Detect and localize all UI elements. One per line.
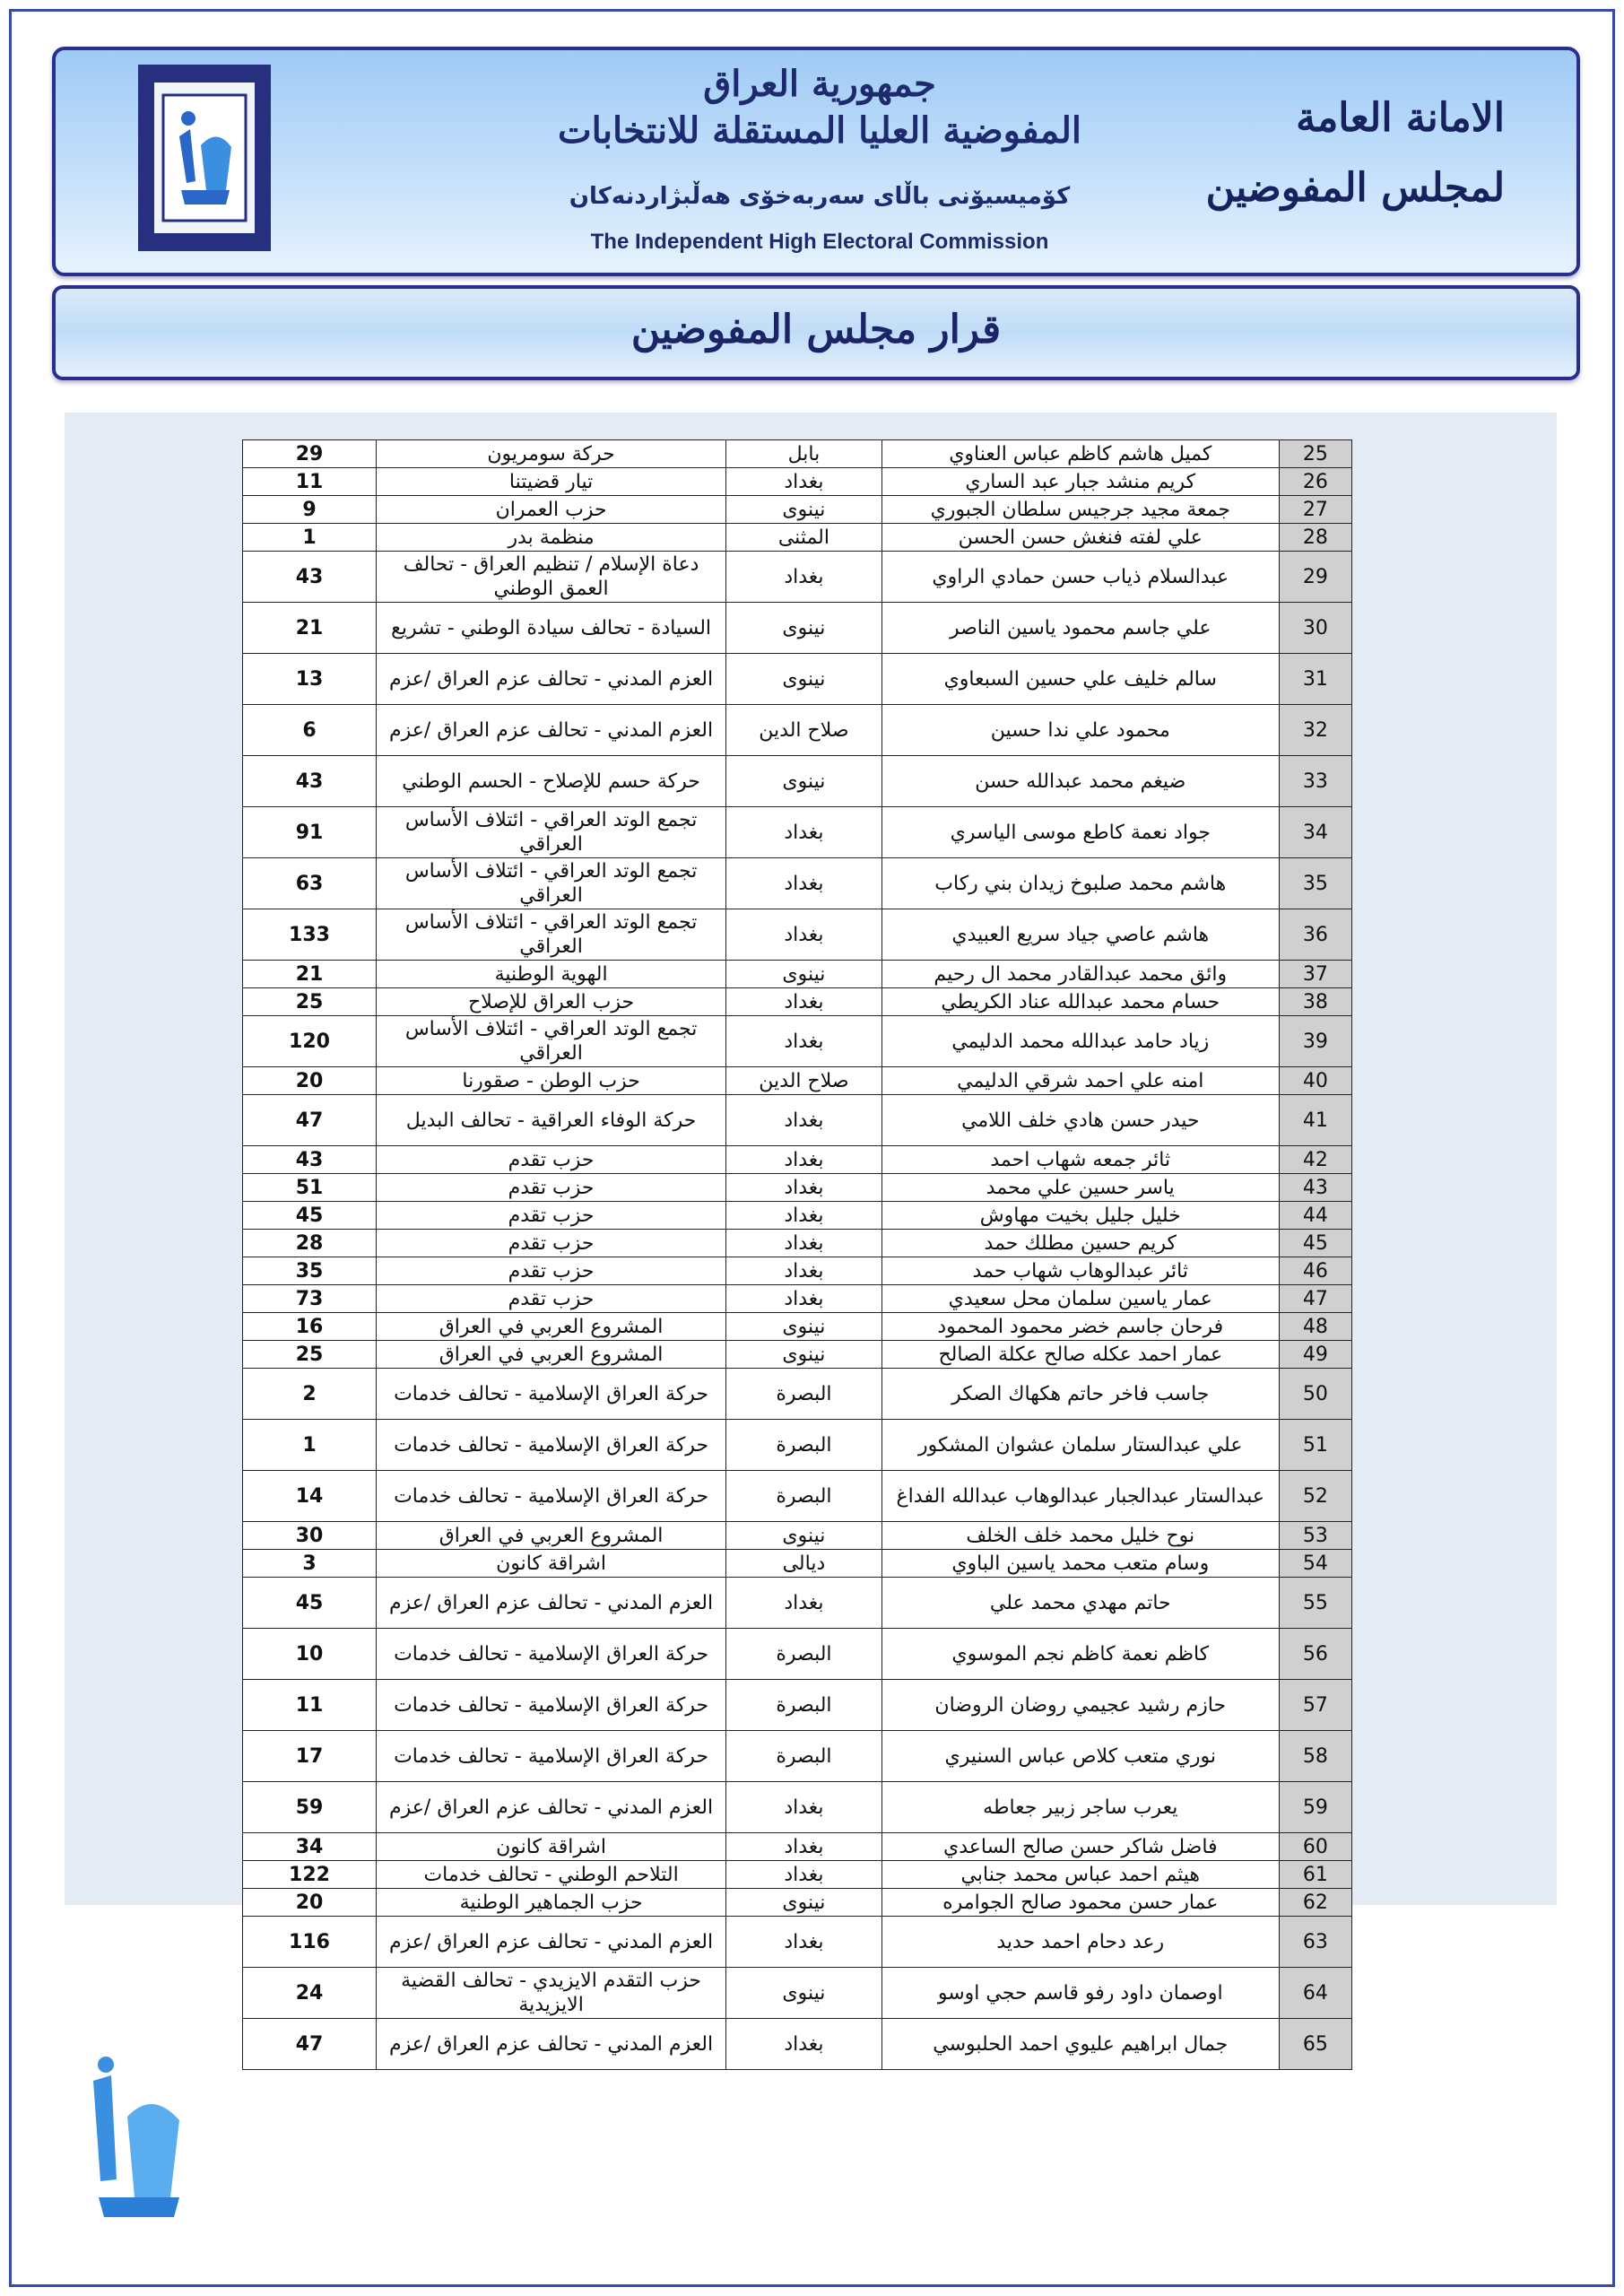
row-number: 65 xyxy=(1279,2019,1351,2070)
party-name: حزب العمران xyxy=(377,496,726,524)
table-row xyxy=(243,1313,1352,1341)
row-number: 61 xyxy=(1279,1861,1351,1889)
votes-count: 122 xyxy=(243,1861,377,1889)
row-number: 26 xyxy=(1279,468,1351,496)
table-row xyxy=(243,705,1352,756)
governorate: بغداد xyxy=(726,858,882,909)
ihec-arabic-title: المفوضية العليا المستقلة للانتخابات xyxy=(557,109,1082,152)
party-name: تجمع الوتد العراقي - ائتلاف الأساس العراقي xyxy=(377,858,726,909)
party-name: اشراقة كانون xyxy=(377,1550,726,1578)
candidate-name: فاضل شاكر حسن صالح الساعدي xyxy=(881,1833,1279,1861)
votes-count: 16 xyxy=(243,1313,377,1341)
candidate-name: كريم منشد جبار عبد الساري xyxy=(881,468,1279,496)
governorate: البصرة xyxy=(726,1420,882,1471)
party-name: حركة حسم للإصلاح - الحسم الوطني xyxy=(377,756,726,807)
governorate: نينوى xyxy=(726,1968,882,2019)
votes-count: 28 xyxy=(243,1230,377,1257)
party-name: حزب تقدم xyxy=(377,1257,726,1285)
row-number: 27 xyxy=(1279,496,1351,524)
table-row xyxy=(243,858,1352,909)
governorate: بغداد xyxy=(726,909,882,961)
candidate-name: كميل هاشم كاظم عباس العناوي xyxy=(881,440,1279,468)
row-number: 46 xyxy=(1279,1257,1351,1285)
party-name: حركة العراق الإسلامية - تحالف خدمات xyxy=(377,1629,726,1680)
party-name: العزم المدني - تحالف عزم العراق /عزم xyxy=(377,1782,726,1833)
governorate: بغداد xyxy=(726,1174,882,1202)
document-header xyxy=(52,47,1580,276)
row-number: 32 xyxy=(1279,705,1351,756)
table-row xyxy=(243,1016,1352,1067)
governorate: بغداد xyxy=(726,1095,882,1146)
party-name: حركة العراق الإسلامية - تحالف خدمات xyxy=(377,1680,726,1731)
row-number: 30 xyxy=(1279,603,1351,654)
candidate-name: ياسر حسين علي محمد xyxy=(881,1174,1279,1202)
candidate-name: خليل جليل بخيت مهاوش xyxy=(881,1202,1279,1230)
votes-count: 13 xyxy=(243,654,377,705)
table-row xyxy=(243,1341,1352,1369)
candidate-name: امنه علي احمد شرقي الدليمي xyxy=(881,1067,1279,1095)
candidate-name: وسام متعب محمد ياسين الباوي xyxy=(881,1550,1279,1578)
governorate: بغداد xyxy=(726,1917,882,1968)
candidate-name: حسام محمد عبدالله عناد الكريطي xyxy=(881,988,1279,1016)
votes-count: 6 xyxy=(243,705,377,756)
candidate-name: جاسب فاخر حاتم هكهاك الصكر xyxy=(881,1369,1279,1420)
table-row xyxy=(243,1202,1352,1230)
party-name: حزب التقدم الايزيدي - تحالف القضية الايزيدية xyxy=(377,1968,726,2019)
row-number: 38 xyxy=(1279,988,1351,1016)
governorate: بغداد xyxy=(726,1578,882,1629)
votes-count: 11 xyxy=(243,468,377,496)
party-name: العزم المدني - تحالف عزم العراق /عزم xyxy=(377,1578,726,1629)
party-name: تجمع الوتد العراقي - ائتلاف الأساس العراقي xyxy=(377,1016,726,1067)
votes-count: 24 xyxy=(243,1968,377,2019)
governorate: بغداد xyxy=(726,807,882,858)
governorate: بغداد xyxy=(726,1146,882,1174)
row-number: 63 xyxy=(1279,1917,1351,1968)
party-name: حركة العراق الإسلامية - تحالف خدمات xyxy=(377,1471,726,1522)
governorate: نينوى xyxy=(726,1889,882,1917)
board-of-commissioners-label: لمجلس المفوضين xyxy=(1205,165,1505,211)
governorate: البصرة xyxy=(726,1629,882,1680)
governorate: بغداد xyxy=(726,552,882,603)
table-row xyxy=(243,1968,1352,2019)
party-name: حركة سومريون xyxy=(377,440,726,468)
table-row xyxy=(243,1522,1352,1550)
party-name: منظمة بدر xyxy=(377,524,726,552)
votes-count: 2 xyxy=(243,1369,377,1420)
governorate: نينوى xyxy=(726,1341,882,1369)
votes-count: 43 xyxy=(243,1146,377,1174)
party-name: المشروع العربي في العراق xyxy=(377,1522,726,1550)
table-row xyxy=(243,654,1352,705)
votes-count: 133 xyxy=(243,909,377,961)
candidate-name: وائق محمد عبدالقادر محمد ال رحيم xyxy=(881,961,1279,988)
row-number: 41 xyxy=(1279,1095,1351,1146)
governorate: بغداد xyxy=(726,468,882,496)
votes-count: 63 xyxy=(243,858,377,909)
table-row xyxy=(243,468,1352,496)
party-name: تجمع الوتد العراقي - ائتلاف الأساس العراقي xyxy=(377,909,726,961)
party-name: العزم المدني - تحالف عزم العراق /عزم xyxy=(377,654,726,705)
party-name: المشروع العربي في العراق xyxy=(377,1313,726,1341)
governorate: بغداد xyxy=(726,1230,882,1257)
votes-count: 17 xyxy=(243,1731,377,1782)
table-row xyxy=(243,1731,1352,1782)
table-row xyxy=(243,524,1352,552)
votes-count: 29 xyxy=(243,440,377,468)
table-row xyxy=(243,1550,1352,1578)
candidate-name: سالم خليف علي حسين السبعاوي xyxy=(881,654,1279,705)
votes-count: 73 xyxy=(243,1285,377,1313)
votes-count: 43 xyxy=(243,756,377,807)
candidate-name: جواد نعمة كاطع موسى الياسري xyxy=(881,807,1279,858)
votes-count: 21 xyxy=(243,961,377,988)
party-name: السيادة - تحالف سيادة الوطني - تشريع xyxy=(377,603,726,654)
candidates-table xyxy=(242,439,1352,2070)
candidate-name: عمار احمد عكله صالح عكلة الصالح xyxy=(881,1341,1279,1369)
table-row xyxy=(243,1917,1352,1968)
party-name: تجمع الوتد العراقي - ائتلاف الأساس العراقي xyxy=(377,807,726,858)
party-name: حزب الوطن - صقورنا xyxy=(377,1067,726,1095)
table-row xyxy=(243,807,1352,858)
candidate-name: عمار حسن محمود صالح الجوامره xyxy=(881,1889,1279,1917)
candidate-name: نوري متعب كلاص عباس السنيري xyxy=(881,1731,1279,1782)
table-row xyxy=(243,1230,1352,1257)
candidate-name: حازم رشيد عجيمي روضان الروضان xyxy=(881,1680,1279,1731)
votes-count: 91 xyxy=(243,807,377,858)
party-name: التلاحم الوطني - تحالف خدمات xyxy=(377,1861,726,1889)
candidate-name: هاشم عاصي جياد سريع العبيدي xyxy=(881,909,1279,961)
candidate-name: هاشم محمد صلبوخ زيدان بني ركاب xyxy=(881,858,1279,909)
row-number: 56 xyxy=(1279,1629,1351,1680)
votes-count: 25 xyxy=(243,1341,377,1369)
governorate: البصرة xyxy=(726,1680,882,1731)
row-number: 60 xyxy=(1279,1833,1351,1861)
party-name: حزب العراق للإصلاح xyxy=(377,988,726,1016)
row-number: 58 xyxy=(1279,1731,1351,1782)
table-row xyxy=(243,603,1352,654)
votes-count: 45 xyxy=(243,1202,377,1230)
table-row xyxy=(243,1833,1352,1861)
votes-count: 14 xyxy=(243,1471,377,1522)
governorate: نينوى xyxy=(726,603,882,654)
votes-count: 30 xyxy=(243,1522,377,1550)
ihec-kurdish-title: كۆمیسیۆنی باڵای سەربەخۆی هەڵبژاردنەکان xyxy=(569,183,1071,210)
candidate-name: نوح خليل محمد خلف الخلف xyxy=(881,1522,1279,1550)
row-number: 50 xyxy=(1279,1369,1351,1420)
votes-count: 25 xyxy=(243,988,377,1016)
table-row xyxy=(243,1889,1352,1917)
candidate-name: ثائر عبدالوهاب شهاب حمد xyxy=(881,1257,1279,1285)
row-number: 28 xyxy=(1279,524,1351,552)
table-row xyxy=(243,1680,1352,1731)
party-name: العزم المدني - تحالف عزم العراق /عزم xyxy=(377,1917,726,1968)
table-row xyxy=(243,1861,1352,1889)
party-name: المشروع العربي في العراق xyxy=(377,1341,726,1369)
table-row xyxy=(243,1174,1352,1202)
candidate-name: فرحان جاسم خضر محمود المحمود xyxy=(881,1313,1279,1341)
row-number: 25 xyxy=(1279,440,1351,468)
governorate: بغداد xyxy=(726,1833,882,1861)
table-row xyxy=(243,1471,1352,1522)
candidate-name: يعرب ساجر زبير جعاطه xyxy=(881,1782,1279,1833)
votes-count: 20 xyxy=(243,1889,377,1917)
row-number: 39 xyxy=(1279,1016,1351,1067)
governorate: البصرة xyxy=(726,1369,882,1420)
governorate: بغداد xyxy=(726,2019,882,2070)
table-row xyxy=(243,496,1352,524)
row-number: 64 xyxy=(1279,1968,1351,2019)
party-name: العزم المدني - تحالف عزم العراق /عزم xyxy=(377,705,726,756)
row-number: 35 xyxy=(1279,858,1351,909)
candidate-name: ضيغم محمد عبدالله حسن xyxy=(881,756,1279,807)
row-number: 37 xyxy=(1279,961,1351,988)
table-row xyxy=(243,961,1352,988)
party-name: الهوية الوطنية xyxy=(377,961,726,988)
ihec-english-title: The Independent High Electoral Commission xyxy=(590,230,1049,254)
votes-count: 9 xyxy=(243,496,377,524)
governorate: نينوى xyxy=(726,1313,882,1341)
candidate-name: كريم حسين مطلك حمد xyxy=(881,1230,1279,1257)
table-row xyxy=(243,1095,1352,1146)
governorate: البصرة xyxy=(726,1471,882,1522)
decision-title: قرار مجلس المفوضين xyxy=(630,307,1002,352)
governorate: بغداد xyxy=(726,988,882,1016)
table-row xyxy=(243,1257,1352,1285)
party-name: حزب تقدم xyxy=(377,1146,726,1174)
votes-count: 43 xyxy=(243,552,377,603)
votes-count: 47 xyxy=(243,2019,377,2070)
votes-count: 51 xyxy=(243,1174,377,1202)
candidate-name: هيثم احمد عباس محمد جنابي xyxy=(881,1861,1279,1889)
table-row xyxy=(243,1629,1352,1680)
row-number: 53 xyxy=(1279,1522,1351,1550)
governorate: نينوى xyxy=(726,1522,882,1550)
table-row xyxy=(243,1067,1352,1095)
table-row xyxy=(243,1369,1352,1420)
row-number: 40 xyxy=(1279,1067,1351,1095)
candidate-name: محمود علي ندا حسين xyxy=(881,705,1279,756)
party-name: دعاة الإسلام / تنظيم العراق - تحالف العمق الوطني xyxy=(377,552,726,603)
governorate: صلاح الدين xyxy=(726,1067,882,1095)
governorate: نينوى xyxy=(726,756,882,807)
party-name: حزب تقدم xyxy=(377,1174,726,1202)
row-number: 45 xyxy=(1279,1230,1351,1257)
row-number: 44 xyxy=(1279,1202,1351,1230)
row-number: 29 xyxy=(1279,552,1351,603)
row-number: 43 xyxy=(1279,1174,1351,1202)
votes-count: 1 xyxy=(243,1420,377,1471)
votes-count: 120 xyxy=(243,1016,377,1067)
votes-count: 3 xyxy=(243,1550,377,1578)
candidate-name: علي عبدالستار سلمان عشوان المشكور xyxy=(881,1420,1279,1471)
governorate: بغداد xyxy=(726,1285,882,1313)
candidate-name: علي لفته فنغش حسن الحسن xyxy=(881,524,1279,552)
candidate-name: ثائر جمعه شهاب احمد xyxy=(881,1146,1279,1174)
party-name: حزب تقدم xyxy=(377,1230,726,1257)
governorate: بغداد xyxy=(726,1782,882,1833)
governorate: بغداد xyxy=(726,1016,882,1067)
votes-count: 116 xyxy=(243,1917,377,1968)
votes-count: 34 xyxy=(243,1833,377,1861)
governorate: ديالى xyxy=(726,1550,882,1578)
table-row xyxy=(243,552,1352,603)
row-number: 54 xyxy=(1279,1550,1351,1578)
votes-count: 11 xyxy=(243,1680,377,1731)
votes-count: 59 xyxy=(243,1782,377,1833)
governorate: بغداد xyxy=(726,1861,882,1889)
candidate-name: عمار ياسين سلمان محل سعيدي xyxy=(881,1285,1279,1313)
table-row xyxy=(243,756,1352,807)
table-row xyxy=(243,1578,1352,1629)
party-name: حزب تقدم xyxy=(377,1285,726,1313)
candidate-name: حاتم مهدي محمد علي xyxy=(881,1578,1279,1629)
party-name: حزب الجماهير الوطنية xyxy=(377,1889,726,1917)
row-number: 49 xyxy=(1279,1341,1351,1369)
row-number: 33 xyxy=(1279,756,1351,807)
party-name: تيار قضيتنا xyxy=(377,468,726,496)
governorate: صلاح الدين xyxy=(726,705,882,756)
decision-banner xyxy=(52,285,1580,380)
row-number: 59 xyxy=(1279,1782,1351,1833)
party-name: حركة العراق الإسلامية - تحالف خدمات xyxy=(377,1369,726,1420)
row-number: 31 xyxy=(1279,654,1351,705)
governorate: البصرة xyxy=(726,1731,882,1782)
votes-count: 21 xyxy=(243,603,377,654)
party-name: حركة الوفاء العراقية - تحالف البديل xyxy=(377,1095,726,1146)
row-number: 42 xyxy=(1279,1146,1351,1174)
table-row xyxy=(243,2019,1352,2070)
candidate-name: زياد حامد عبدالله محمد الدليمي xyxy=(881,1016,1279,1067)
row-number: 47 xyxy=(1279,1285,1351,1313)
candidate-name: رعد دحام احمد حديد xyxy=(881,1917,1279,1968)
ihec-logo-emblem xyxy=(154,83,255,233)
row-number: 34 xyxy=(1279,807,1351,858)
row-number: 62 xyxy=(1279,1889,1351,1917)
governorate: بغداد xyxy=(726,1257,882,1285)
party-name: حزب تقدم xyxy=(377,1202,726,1230)
governorate: بغداد xyxy=(726,1202,882,1230)
governorate: نينوى xyxy=(726,496,882,524)
republic-of-iraq-title: جمهورية العراق xyxy=(703,63,936,105)
governorate: بابل xyxy=(726,440,882,468)
row-number: 52 xyxy=(1279,1471,1351,1522)
governorate: نينوى xyxy=(726,961,882,988)
row-number: 51 xyxy=(1279,1420,1351,1471)
row-number: 57 xyxy=(1279,1680,1351,1731)
votes-count: 35 xyxy=(243,1257,377,1285)
table-row xyxy=(243,1782,1352,1833)
party-name: اشراقة كانون xyxy=(377,1833,726,1861)
table-row xyxy=(243,1420,1352,1471)
governorate: المثنى xyxy=(726,524,882,552)
party-name: العزم المدني - تحالف عزم العراق /عزم xyxy=(377,2019,726,2070)
candidate-name: عبدالسلام ذياب حسن حمادي الراوي xyxy=(881,552,1279,603)
votes-count: 45 xyxy=(243,1578,377,1629)
candidate-name: جمال ابراهيم عليوي احمد الحلبوسي xyxy=(881,2019,1279,2070)
row-number: 36 xyxy=(1279,909,1351,961)
table-row xyxy=(243,1285,1352,1313)
votes-count: 47 xyxy=(243,1095,377,1146)
candidate-name: كاظم نعمة كاظم نجم الموسوي xyxy=(881,1629,1279,1680)
footer-logo-icon xyxy=(81,2045,197,2224)
votes-count: 20 xyxy=(243,1067,377,1095)
party-name: حركة العراق الإسلامية - تحالف خدمات xyxy=(377,1420,726,1471)
table-row xyxy=(243,440,1352,468)
row-number: 48 xyxy=(1279,1313,1351,1341)
votes-count: 1 xyxy=(243,524,377,552)
candidate-name: اوصمان داود رفو قاسم حجي اوسو xyxy=(881,1968,1279,2019)
table-row xyxy=(243,909,1352,961)
candidate-name: جمعة مجيد جرجيس سلطان الجبوري xyxy=(881,496,1279,524)
governorate: نينوى xyxy=(726,654,882,705)
candidate-name: علي جاسم محمود ياسين الناصر xyxy=(881,603,1279,654)
votes-count: 10 xyxy=(243,1629,377,1680)
table-row xyxy=(243,1146,1352,1174)
table-row xyxy=(243,988,1352,1016)
general-secretariat-label: الامانة العامة xyxy=(1296,95,1505,141)
row-number: 55 xyxy=(1279,1578,1351,1629)
party-name: حركة العراق الإسلامية - تحالف خدمات xyxy=(377,1731,726,1782)
candidate-name: عبدالستار عبدالجبار عبدالوهاب عبدالله الفداغ xyxy=(881,1471,1279,1522)
candidate-name: حيدر حسن هادي خلف اللامي xyxy=(881,1095,1279,1146)
